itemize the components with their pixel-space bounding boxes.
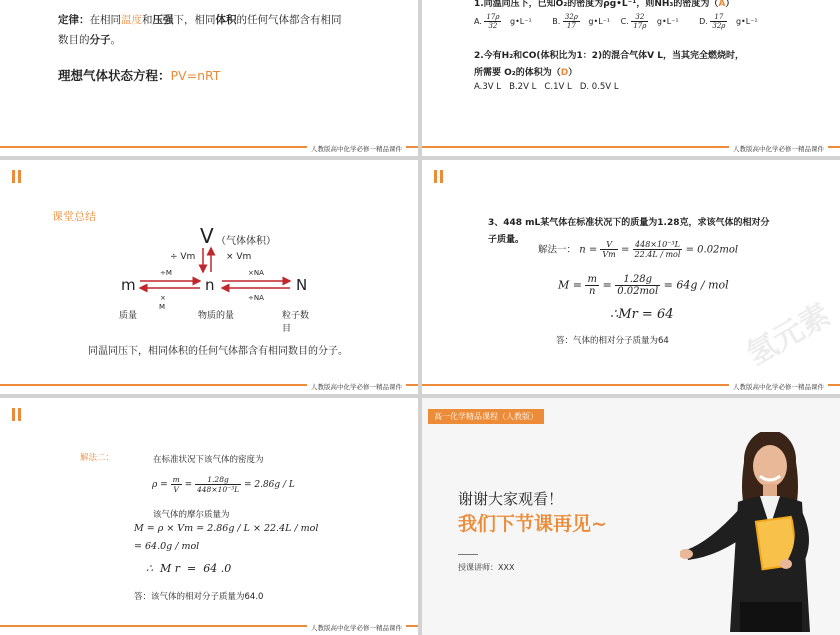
equation-1 (538, 240, 738, 259)
den: Vm (602, 250, 616, 259)
text: ） (568, 68, 578, 78)
text: 下，相同 (173, 14, 216, 26)
label-mass: 质量 (119, 311, 138, 321)
lhs: M = (558, 278, 582, 292)
text: 的任何气体都含有相同 (236, 14, 342, 26)
ideal-gas-equation (58, 66, 220, 84)
fraction (615, 274, 660, 297)
equation-3: ∴Mr = 64 (610, 307, 674, 322)
question-1 (474, 0, 734, 9)
option-c: C. (620, 17, 629, 26)
lhs: ρ = (152, 480, 168, 490)
node-m: m (121, 276, 136, 294)
method-label: 解法一： (538, 244, 577, 256)
den: 17ρ (633, 22, 647, 30)
den: 448×10⁻³L (197, 485, 240, 494)
slide-2[interactable] (422, 0, 840, 156)
den: V (173, 485, 179, 494)
num: 1.28g (195, 475, 241, 485)
text: 所需要 O₂的体积为（ (474, 68, 561, 78)
unit: g•L⁻¹ (656, 17, 679, 26)
slide-3[interactable] (0, 160, 418, 394)
label-mul-M: × (160, 294, 166, 302)
density-equation (152, 475, 295, 494)
label-particles-2: 目 (282, 324, 292, 334)
relative-mass-result: ∴ M r = 64 .0 (146, 562, 232, 575)
node-V: V (200, 224, 214, 248)
footer-text: 人教版高中化学必修一精品课件 (307, 144, 406, 153)
unit: g•L⁻¹ (510, 17, 532, 26)
node-N: N (296, 276, 308, 294)
label-particles: 粒子数 (282, 311, 310, 321)
density-intro: 在标准状况下该气体的密度为 (153, 455, 264, 465)
num: 448×10⁻³L (633, 240, 683, 250)
slide-mark-icon (12, 408, 22, 421)
den: 32 (488, 22, 498, 30)
equation-text: PV=nRT (170, 68, 221, 83)
label-amount: 物质的量 (198, 311, 235, 321)
question-2-line2 (474, 65, 577, 78)
unit: g•L⁻¹ (735, 17, 758, 26)
watermark-logo: 氢元素 (741, 297, 837, 373)
equals: = (602, 278, 612, 292)
text: 。 (110, 34, 121, 46)
teacher-text: 授课讲师：XXX (458, 563, 515, 572)
num: 32ρ (564, 13, 578, 21)
equation-2 (558, 274, 729, 297)
equation-label: 理想气体状态方程： (58, 68, 171, 83)
lhs: n = (579, 244, 598, 256)
result: = 0.02mol (685, 244, 739, 256)
option-a: A. (474, 17, 482, 26)
method-2-label: 解法二： (80, 453, 115, 463)
question-2-options: A.3V L B.2V L C.1V L D. 0.5V L (474, 82, 619, 92)
label-mul-vm: × Vm (226, 252, 252, 262)
question-2-line1: 2.今有H₂和CO(体积比为1：2)的混合气体V L，当其完全燃烧时， (474, 51, 744, 61)
footer-text: 人教版高中化学必修一精品课件 (307, 382, 406, 391)
unit: g•L⁻¹ (588, 17, 611, 26)
den: n (589, 286, 596, 297)
footer-text: 人教版高中化学必修一精品课件 (729, 382, 828, 391)
label-div-vm: ÷ Vm (170, 252, 196, 262)
presenter-image (680, 432, 840, 632)
num: V (600, 240, 617, 250)
slide-title: 课堂总结 (52, 210, 96, 223)
fraction (563, 13, 580, 30)
label-div-M: ÷M (160, 269, 172, 277)
question-3-line2: 子质量。 (488, 235, 525, 245)
slide-mark-icon (434, 170, 444, 183)
question-1-options (474, 13, 758, 30)
den: 0.02mol (617, 286, 659, 297)
text: ） (725, 0, 735, 9)
node-n: n (205, 276, 215, 294)
text: 和 (142, 14, 153, 26)
highlight-volume: 体积 (215, 14, 237, 26)
footer-text: 人教版高中化学必修一精品课件 (729, 144, 828, 153)
fraction (600, 240, 617, 259)
text: 在相同 (89, 14, 121, 26)
fraction (633, 240, 683, 259)
den: 32ρ (712, 22, 726, 30)
summary-text: 同温同压下，相同体积的任何气体都含有相同数目的分子。 (88, 346, 348, 357)
law-definition-line2 (58, 32, 121, 47)
question-3: 3、448 mL某气体在标准状况下的质量为1.28克，求该气体的相对分 (488, 218, 770, 228)
num: m (587, 274, 597, 285)
molar-mass-intro: 该气体的摩尔质量为 (153, 510, 230, 520)
fraction (171, 475, 182, 494)
fraction (484, 13, 501, 30)
answer-text: 答：气体的相对分子质量为64 (556, 336, 669, 346)
label-div-NA: ÷NA (248, 294, 264, 302)
law-definition-line1 (58, 12, 342, 27)
num: 1.28g (615, 274, 660, 286)
num: 32 (631, 13, 648, 22)
slide-6[interactable] (422, 398, 840, 635)
den: 17 (566, 22, 576, 30)
label-mul-M2: M (159, 303, 166, 311)
label-mul-NA: ×NA (248, 269, 264, 277)
answer-1: A (718, 0, 726, 9)
option-d: D. (699, 17, 708, 26)
molar-mass-result: = 64.0g / mol (134, 541, 200, 552)
highlight-pressure: 压强 (152, 14, 174, 26)
slide-1[interactable] (0, 0, 418, 156)
course-badge: 高一化学精品课程（人教版） (428, 409, 544, 424)
footer-text: 人教版高中化学必修一精品课件 (307, 623, 406, 632)
text: 1.同温同压下，已知O₂的密度为ρg•L⁻¹，则NH₃的密度为（ (474, 0, 719, 9)
fraction (631, 13, 648, 30)
num: 17 (710, 13, 727, 22)
law-label: 定律： (58, 14, 90, 26)
divider (458, 554, 478, 555)
fraction (585, 274, 598, 297)
text: 数目的 (58, 34, 90, 46)
fraction (710, 13, 727, 30)
num: m (172, 475, 180, 484)
slide-4[interactable] (422, 160, 840, 394)
fraction (195, 475, 241, 494)
slide-5[interactable] (0, 398, 418, 635)
molar-mass-equation: M = ρ × Vm = 2.86g / L × 22.4L / mol (134, 523, 319, 534)
den: 22.4L / mol (634, 250, 681, 259)
next-class-text: 我们下节课再见~ (458, 513, 607, 535)
equals: = (620, 244, 630, 256)
thanks-text: 谢谢大家观看！ (458, 490, 564, 508)
result: = 64g / mol (663, 278, 729, 292)
conversion-arrows (0, 160, 418, 394)
node-V-label: （气体体积） (216, 236, 276, 247)
highlight-molecule: 分子 (89, 34, 111, 46)
highlight-temperature: 温度 (121, 14, 142, 26)
answer-text: 答：该气体的相对分子质量为64.0 (134, 592, 264, 602)
num: 17ρ (486, 13, 500, 21)
option-b: B. (552, 17, 561, 26)
equals: = (184, 480, 193, 490)
result: = 2.86g / L (243, 480, 295, 490)
answer-2: D (560, 68, 569, 78)
